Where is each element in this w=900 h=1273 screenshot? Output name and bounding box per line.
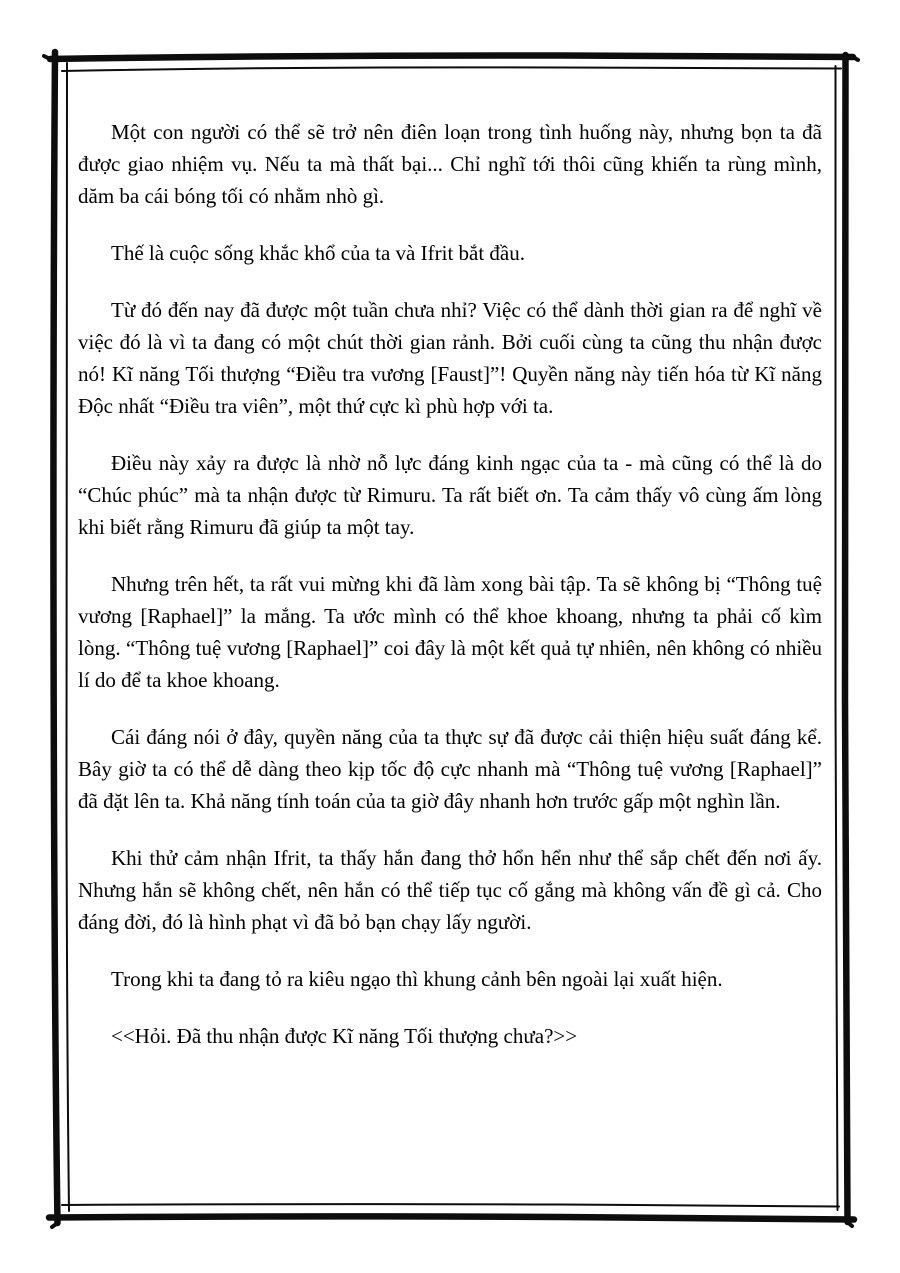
paragraph: Từ đó đến nay đã được một tuần chưa nhỉ? Việc có thể dành thời gian ra để nghĩ về việc đó là vì ta đang có một chút thời gian rảnh. Bởi cuối cùng ta cũng thu nhận được nó! Kĩ năng Tối thượng “Điều tra vương [Faust]”! Quyền năng này tiến hóa từ Kĩ năng Độc nhất “Điều tra viên”, một thứ cực kì phù hợp với ta.: [78, 298, 822, 418]
text-body: [78, 116, 822, 1077]
paragraph: Một con người có thể sẽ trở nên điên loạn trong tình huống này, nhưng bọn ta đã được giao nhiệm vụ. Nếu ta mà thất bại... Chỉ nghĩ tới thôi cũng khiến ta rùng mình, dăm ba cái bóng tối có nhằm nhò gì.: [78, 120, 822, 208]
paragraph: Điều này xảy ra được là nhờ nỗ lực đáng kinh ngạc của ta - mà cũng có thể là do “Chúc phúc” mà ta nhận được từ Rimuru. Ta rất biết ơn. Ta cảm thấy vô cùng ấm lòng khi biết rằng Rimuru đã giúp ta một tay.: [78, 451, 822, 539]
paragraph: Cái đáng nói ở đây, quyền năng của ta thực sự đã được cải thiện hiệu suất đáng kể. Bây giờ ta có thể dễ dàng theo kịp tốc độ cực nhanh mà “Thông tuệ vương [Raphael]” đã đặt lên ta. Khả năng tính toán của ta giờ đây nhanh hơn trước gấp một nghìn lần.: [78, 725, 822, 813]
paragraph: <<Hỏi. Đã thu nhận được Kĩ năng Tối thượng chưa?>>: [111, 1024, 578, 1048]
paragraph: Khi thử cảm nhận Ifrit, ta thấy hắn đang thở hổn hển như thể sắp chết đến nơi ấy. Nhưng hắn sẽ không chết, nên hắn có thể tiếp tục cố gắng mà không vấn đề gì cả. Cho đáng đời, đó là hình phạt vì đã bỏ bạn chạy lấy người.: [78, 846, 822, 934]
paragraph: Trong khi ta đang tỏ ra kiêu ngạo thì khung cảnh bên ngoài lại xuất hiện.: [111, 967, 723, 991]
paragraph: Nhưng trên hết, ta rất vui mừng khi đã làm xong bài tập. Ta sẽ không bị “Thông tuệ vương [Raphael]” la mắng. Ta ước mình có thể khoe khoang, nhưng ta phải cố kìm lòng. “Thông tuệ vương [Raphael]” coi đây là một kết quả tự nhiên, nên không có nhiều lí do để ta khoe khoang.: [78, 572, 822, 692]
paragraph: Thế là cuộc sống khắc khổ của ta và Ifrit bắt đầu.: [111, 241, 526, 265]
